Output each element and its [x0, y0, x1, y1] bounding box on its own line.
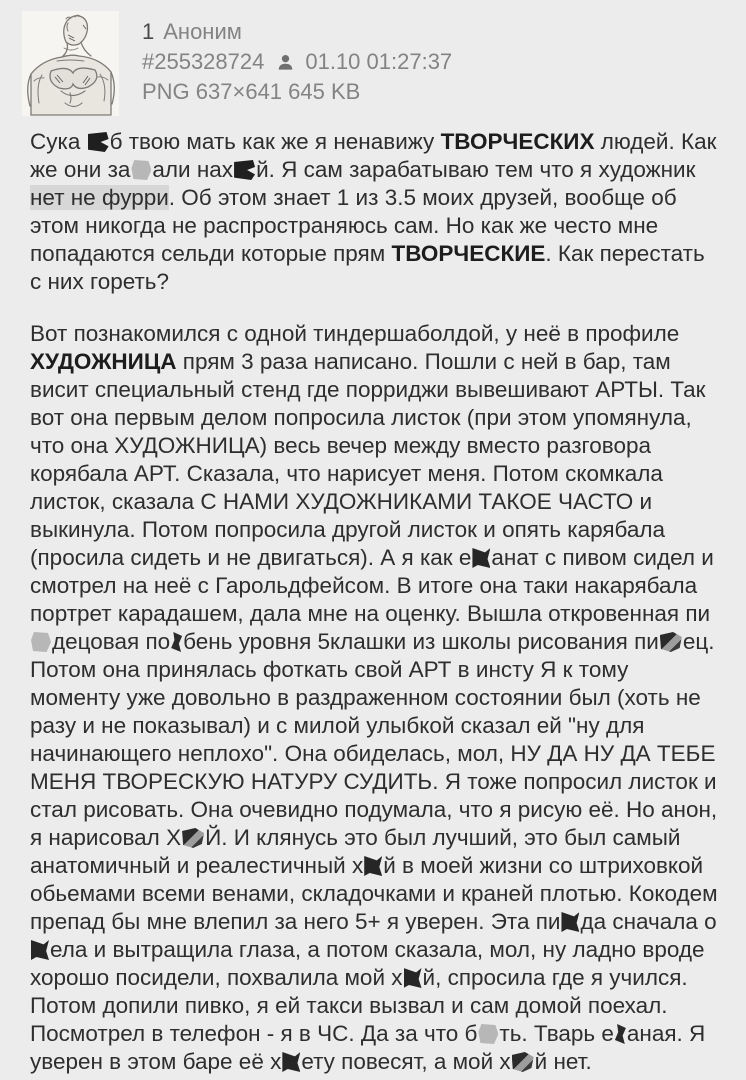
- text-run: да сначала о: [580, 909, 717, 934]
- censor-blob: [512, 1052, 534, 1072]
- censor-blob: [31, 632, 51, 652]
- post-text: [0, 116, 746, 1076]
- censor-blob: [131, 160, 151, 180]
- text-run: Вот познакомился с одной тиндершаболдой, у неё в профиле: [30, 321, 680, 346]
- text-run: . Как перестать с них гореть?: [30, 241, 705, 294]
- censor-blob: [182, 828, 204, 848]
- file-info-row: [142, 77, 452, 107]
- post-datetime: 01.10 01:27:37: [305, 49, 453, 74]
- censor-blob: [561, 912, 579, 932]
- censor-blob: [171, 632, 182, 652]
- text-run: прям 3 раза написано. Пошли с ней в бар, там висит специальный стенд где порриджи вывешивают АРТЫ. Так вот она первым делом попросила листок (при этом упомянула, что она ХУДОЖНИЦА) весь вечер между вместо разговора корябала АРТ. Сказала, что нарисует меня. Потом скомкала листок, сказала С НАМИ ХУДОЖНИКАМИ ТАКОЕ ЧАСТО и выкинула. Потом попросила другой листок и опять карябала (просила сидеть и не двигаться). А я как е: [30, 349, 706, 570]
- text-run: Й. И клянусь это был лучший, это был самый анатомичный и реалестичный х: [30, 825, 681, 878]
- bold-text: ХУДОЖНИЦА: [30, 349, 177, 374]
- text-run: бень уровня 5клашки из школы рисования пи: [183, 629, 659, 654]
- text-run: . Об этом знает 1 из 3.5 моих друзей, вообще об этом никогда не распространяюсь сам. Но как же често мне попадаются сельди которые прям: [30, 185, 677, 266]
- text-run: й, спросила где я учился. Потом допили пивко, я ей такси вызвал и сам домой поехал. Посмотрел в телефон - я в ЧС. Да за что б: [30, 965, 688, 1046]
- censor-blob: [282, 1052, 300, 1072]
- text-run: али нах: [152, 157, 234, 182]
- censor-blob: [660, 632, 682, 652]
- text-run: ела и вытращила глаза, а потом сказала, мол, ну ладно вроде хорошо посидели, похвалила мой х: [30, 937, 705, 990]
- text-run: ть. Тварь е: [499, 1021, 614, 1046]
- text-run: б твою мать как же я ненавижу: [109, 129, 441, 154]
- censor-blob: [234, 160, 255, 180]
- text-run: анат с пивом сидел и смотрел на неё с Гарольдфейсом. В итоге она таки накарябала портрет карадашем, дала мне на оценку. Вышла откровенная пи: [30, 545, 714, 626]
- censor-blob: [404, 968, 422, 988]
- post-thumbnail-image[interactable]: [22, 11, 119, 116]
- censor-blob: [31, 940, 49, 960]
- censor-blob: [88, 132, 109, 152]
- post-number: 1: [142, 19, 155, 44]
- censor-blob: [364, 856, 382, 876]
- text-run: й. Я сам зарабатываю тем что я художник: [256, 157, 696, 182]
- text-run: Сука: [30, 129, 87, 154]
- post-id[interactable]: #255328724: [142, 49, 265, 74]
- post-header: [0, 0, 746, 116]
- text-run: ету повесят, а мой х: [301, 1049, 511, 1074]
- text-run: й нет.: [534, 1049, 592, 1074]
- bold-text: ТВОРЧЕСКИЕ: [391, 241, 546, 266]
- post-paragraph: [30, 128, 718, 296]
- post-id-row: [142, 47, 452, 77]
- text-run: й в моей жизни со штриховкой обьемами всеми венами, складочками и краней плотью. Кокодем препад бы мне влепил за него 5+ я уверен. Эта пи: [30, 853, 718, 934]
- spoiler-text: нет не фурри: [30, 185, 169, 210]
- text-run: ец. Потом она принялась фоткать свой АРТ в инсту Я к тому моменту уже довольно в раздраженном состоянии был (хоть не разу и не показывал) и с милой улыбкой сказал ей "ну для начинающего неплохо". Она обиделась, мол, НУ ДА НУ ДА ТЕБЕ МЕНЯ ТВОРЕСКУЮ НАТУРУ СУДИТЬ. Я тоже попросил листок и стал рисовать. Она очевидно подумала, что я рисую её. Но анон, я нарисовал Х: [30, 629, 718, 850]
- post-meta: [142, 11, 452, 107]
- censor-blob: [615, 1024, 626, 1044]
- text-run: людей. Как же они за: [30, 129, 717, 182]
- post-paragraph: [30, 320, 718, 1076]
- text-run: децовая по: [52, 629, 171, 654]
- file-info[interactable]: PNG 637×641 645 KB: [142, 79, 361, 104]
- post-title-row: [142, 17, 452, 47]
- poster-name: Аноним: [163, 19, 242, 44]
- person-icon: [276, 53, 295, 72]
- bold-text: ТВОРЧЕСКИХ: [440, 129, 595, 154]
- censor-blob: [478, 1024, 498, 1044]
- censor-blob: [472, 548, 490, 568]
- text-run: аная. Я уверен в этом баре её х: [30, 1021, 706, 1074]
